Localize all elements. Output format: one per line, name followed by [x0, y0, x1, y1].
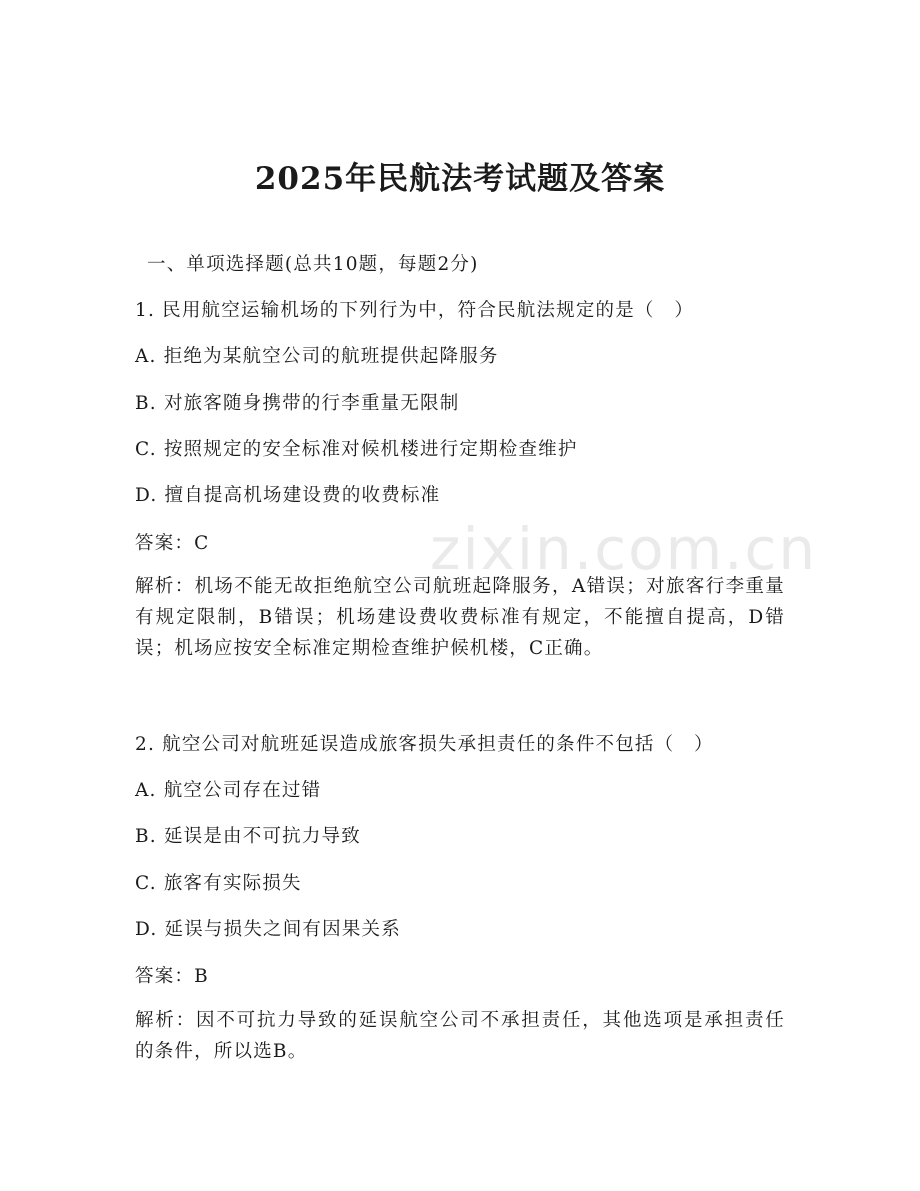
question-1-answer: 答案：C [135, 533, 210, 554]
question-2-explanation: 解析：因不可抗力导致的延误航空公司不承担责任，其他选项是承担责任的条件，所以选B。 [135, 1010, 785, 1062]
question-2-option-d: D. 延误与损失之间有因果关系 [135, 919, 401, 940]
question-2-stem: 2. 航空公司对航班延误造成旅客损失承担责任的条件不包括（ ） [135, 734, 714, 755]
question-1-stem: 1. 民用航空运输机场的下列行为中，符合民航法规定的是（ ） [135, 300, 695, 321]
question-1-option-a: A. 拒绝为某航空公司的航班提供起降服务 [135, 346, 499, 367]
question-2-option-c: C. 旅客有实际损失 [135, 873, 302, 894]
question-2-option-b: B. 延误是由不可抗力导致 [135, 826, 361, 847]
section-heading: 一、单项选择题(总共10题，每题2分) [147, 254, 479, 275]
question-1-option-d: D. 擅自提高机场建设费的收费标准 [135, 485, 441, 506]
watermark-text: zixin.com.cn [430, 515, 818, 583]
question-1-option-c: C. 按照规定的安全标准对候机楼进行定期检查维护 [135, 439, 578, 460]
question-2-answer: 答案：B [135, 966, 209, 987]
document-title: 2025年民航法考试题及答案 [254, 161, 666, 197]
question-1-option-b: B. 对旅客随身携带的行李重量无限制 [135, 393, 460, 414]
question-1-explanation: 解析：机场不能无故拒绝航空公司航班起降服务，A错误；对旅客行李重量有规定限制，B错误；机场建设费收费标准有规定，不能擅自提高，D错误；机场应按安全标准定期检查维护候机楼，C正确。 [135, 576, 785, 659]
question-2-option-a: A. 航空公司存在过错 [135, 780, 322, 801]
